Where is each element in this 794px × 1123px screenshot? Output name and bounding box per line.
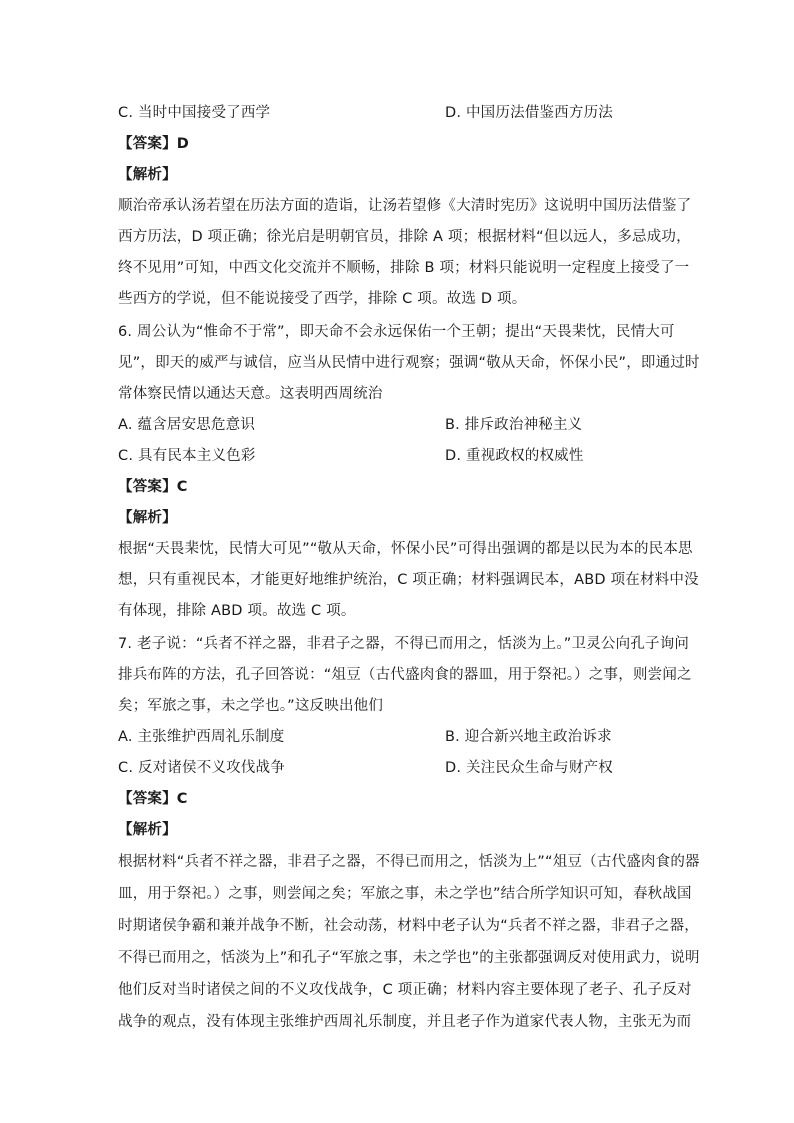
q7-analysis-line: 皿，用于祭祀。）之事，则尝闻之矣；军旅之事，未之学也”结合所学知识可知，春秋战国 [118, 886, 692, 902]
q5-analysis-line: 终不见用”可知，中西文化交流并不顺畅，排除 B 项；材料只能说明一定程度上接受了一 [118, 260, 690, 276]
q5-option-c: C. 当时中国接受了西学 [118, 105, 271, 121]
q5-analysis-label: 【解析】 [118, 167, 177, 183]
q6-option-c: C. 具有民本主义色彩 [118, 448, 256, 464]
q6-option-b: B. 排斥政治神秘主义 [445, 417, 583, 433]
q7-analysis-line: 战争的观点，没有体现主张维护西周礼乐制度，并且老子作为道家代表人物，主张无为而 [118, 1014, 692, 1030]
q6-analysis-line: 想，只有重视民本，才能更好地维护统治，C 项正确；材料强调民本，ABD 项在材料中没 [118, 572, 699, 588]
q7-option-c: C. 反对诸侯不义攻伐战争 [118, 760, 285, 776]
q6-option-d: D. 重视政权的权威性 [445, 448, 584, 464]
q6-option-a: A. 蕴含居安思危意识 [118, 417, 256, 433]
q7-analysis-line: 不得已而用之，恬淡为上”和孔子“军旅之事，未之学也”的主张都强调反对使用武力，说明 [118, 950, 700, 966]
q7-analysis-line: 根据材料“兵者不祥之器，非君子之器，不得已而用之，恬淡为上”“俎豆（古代盛肉食的器 [118, 854, 700, 870]
q5-answer: 【答案】D [118, 136, 190, 152]
q7-stem-line: 矣；军旅之事，未之学也。”这反映出他们 [118, 698, 384, 714]
q5-analysis-line: 西方历法，D 项正确；徐光启是明朝官员，排除 A 项；根据材料“但以远人，多忌成功， [118, 229, 691, 245]
q6-stem-line: 见”，即天的威严与诚信，应当从民情中进行观察；强调“敬从天命，怀保小民”，即通过时 [118, 355, 700, 371]
q5-analysis-line: 些西方的学说，但不能说接受了西学，排除 C 项。故选 D 项。 [118, 291, 527, 307]
q7-stem-line: 7. 老子说：“兵者不祥之器，非君子之器，不得已而用之，恬淡为上。”卫灵公向孔子询问 [118, 636, 690, 652]
q7-analysis-label: 【解析】 [118, 822, 177, 838]
q6-answer: 【答案】C [118, 479, 188, 495]
q7-analysis-line: 他们反对当时诸侯之间的不义攻伐战争，C 项正确；材料内容主要体现了老子、孔子反对 [118, 982, 692, 998]
q6-stem-line: 6. 周公认为“惟命不于常”，即天命不会永远保佑一个王朝；提出“天畏棐忱，民情大可 [118, 324, 675, 340]
q6-analysis-label: 【解析】 [118, 510, 177, 526]
q7-option-a: A. 主张维护西周礼乐制度 [118, 729, 285, 745]
q5-analysis-line: 顺治帝承认汤若望在历法方面的造诣，让汤若望修《大清时宪历》这说明中国历法借鉴了 [118, 198, 692, 214]
q5-option-d: D. 中国历法借鉴西方历法 [445, 105, 613, 121]
q7-option-d: D. 关注民众生命与财产权 [445, 760, 613, 776]
q6-analysis-line: 根据“天畏棐忱，民情大可见”“敬从天命，怀保小民”可得出强调的都是以民为本的民本思 [118, 541, 693, 557]
q7-answer: 【答案】C [118, 791, 188, 807]
q7-stem-line: 排兵布阵的方法，孔子回答说：“俎豆（古代盛肉食的器皿，用于祭祀。）之事，则尝闻之 [118, 667, 692, 683]
q6-analysis-line: 有体现，排除 ABD 项。故选 C 项。 [118, 603, 356, 619]
q7-analysis-line: 时期诸侯争霸和兼并战争不断，社会动荡，材料中老子认为“兵者不祥之器，非君子之器， [118, 918, 700, 934]
q6-stem-line: 常体察民情以通达天意。这表明西周统治 [118, 386, 383, 402]
q7-option-b: B. 迎合新兴地主政治诉求 [445, 729, 612, 745]
